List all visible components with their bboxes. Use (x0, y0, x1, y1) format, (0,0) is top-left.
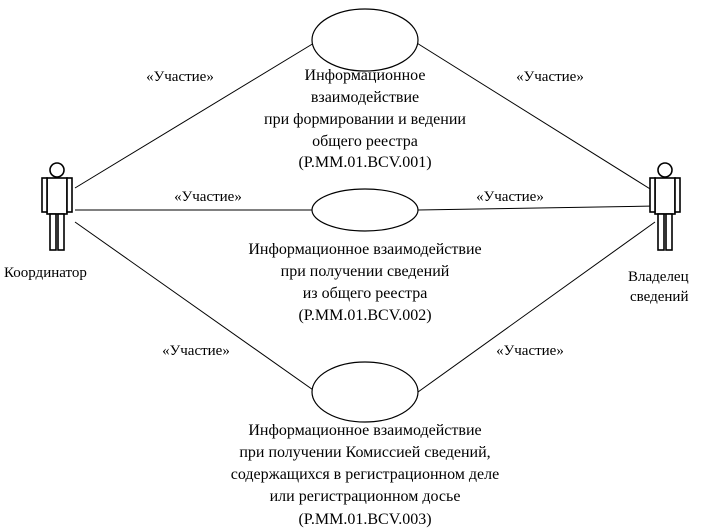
participation-label-left-top: «Участие» (146, 69, 214, 85)
actor-coordinator-label: Координатор (4, 265, 87, 281)
use-case-1-line-3: при формировании и ведении (264, 111, 466, 128)
participation-label-right-middle: «Участие» (476, 189, 544, 205)
use-case-1-line-4: общего реестра (312, 133, 418, 150)
participation-label-left-middle: «Участие» (174, 189, 242, 205)
use-case-1-line-2: взаимодействие (310, 89, 420, 106)
actor-coordinator-icon (42, 163, 72, 250)
use-case-3-line-2: при получении Комиссией сведений, (239, 444, 491, 461)
participation-label-right-bottom: «Участие» (496, 343, 564, 359)
use-case-3-code: (P.MM.01.BCV.003) (298, 511, 432, 528)
use-case-1-code: (P.MM.01.BCV.001) (298, 154, 432, 171)
use-case-2-ellipse (312, 189, 418, 231)
actor-owner-label-line2: сведений (630, 289, 689, 305)
participation-label-right-top: «Участие» (516, 69, 584, 85)
use-case-3-ellipse (312, 362, 418, 422)
association-owner-uc2 (418, 206, 655, 210)
use-case-2-line-1: Информационное взаимодействие (248, 241, 482, 258)
use-case-1-line-1: Информационное (304, 67, 426, 84)
actor-data-owner-icon (650, 163, 680, 250)
participation-label-left-bottom: «Участие» (162, 343, 230, 359)
actor-owner-label-line1: Владелец (628, 269, 689, 285)
use-case-1-ellipse (312, 9, 418, 71)
use-case-3-line-1: Информационное взаимодействие (248, 422, 482, 439)
use-case-2-line-3: из общего реестра (302, 285, 428, 302)
use-case-3-line-4: или регистрационном досье (269, 488, 461, 505)
use-case-2-line-2: при получении сведений (280, 263, 450, 280)
use-case-2-code: (P.MM.01.BCV.002) (298, 307, 432, 324)
use-case-3-line-3: содержащихся в регистрационном деле (230, 466, 500, 483)
